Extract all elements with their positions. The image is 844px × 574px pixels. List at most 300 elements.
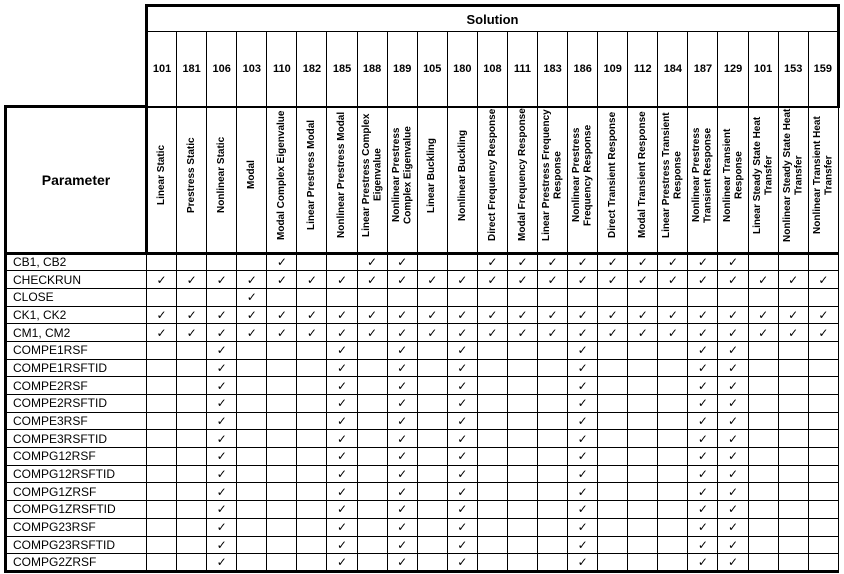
parameter-label: COMPG1ZRSFTID	[6, 501, 147, 519]
checkmark-cell: ✓	[718, 341, 748, 359]
checkmark-cell: ✓	[568, 395, 598, 413]
checkmark-cell: ✓	[237, 288, 267, 306]
table-row	[6, 306, 839, 324]
checkmark-cell: ✓	[207, 448, 237, 466]
checkmark-cell: ✓	[688, 518, 718, 536]
empty-cell	[237, 377, 267, 395]
solution-code-cell: 185	[327, 32, 357, 107]
empty-cell	[237, 395, 267, 413]
checkmark-cell: ✓	[447, 483, 477, 501]
checkmark-cell: ✓	[357, 306, 387, 324]
parameter-header: Parameter	[6, 107, 147, 254]
empty-cell	[628, 430, 658, 448]
checkmark-cell: ✓	[688, 377, 718, 395]
checkmark-cell: ✓	[628, 253, 658, 271]
checkmark-cell: ✓	[357, 271, 387, 289]
checkmark-cell: ✓	[327, 306, 357, 324]
empty-cell	[658, 341, 688, 359]
empty-cell	[808, 341, 838, 359]
empty-cell	[778, 412, 808, 430]
empty-cell	[237, 536, 267, 554]
solution-label-cell	[297, 107, 327, 254]
empty-cell	[177, 412, 207, 430]
empty-cell	[417, 341, 447, 359]
checkmark-cell: ✓	[417, 324, 447, 342]
checkmark-cell: ✓	[327, 554, 357, 572]
solution-label-text: Linear Static	[156, 144, 168, 205]
checkmark-cell: ✓	[568, 536, 598, 554]
checkmark-cell: ✓	[447, 448, 477, 466]
empty-cell	[748, 518, 778, 536]
empty-cell	[207, 253, 237, 271]
empty-cell	[477, 554, 507, 572]
empty-cell	[297, 501, 327, 519]
empty-cell	[177, 341, 207, 359]
checkmark-cell: ✓	[327, 324, 357, 342]
empty-cell	[778, 448, 808, 466]
empty-cell	[598, 448, 628, 466]
empty-cell	[267, 430, 297, 448]
empty-cell	[538, 359, 568, 377]
empty-cell	[628, 288, 658, 306]
empty-cell	[477, 341, 507, 359]
empty-cell	[778, 288, 808, 306]
checkmark-cell: ✓	[447, 536, 477, 554]
empty-cell	[538, 412, 568, 430]
checkmark-cell: ✓	[718, 536, 748, 554]
checkmark-cell: ✓	[748, 306, 778, 324]
empty-cell	[628, 412, 658, 430]
checkmark-cell: ✓	[207, 536, 237, 554]
empty-cell	[147, 288, 177, 306]
empty-cell	[147, 359, 177, 377]
solution-label-text: Modal Complex Eigenvalue	[276, 109, 288, 240]
checkmark-cell: ✓	[327, 483, 357, 501]
checkmark-cell: ✓	[658, 306, 688, 324]
solution-code-cell: 153	[778, 32, 808, 107]
solution-code-cell: 101	[147, 32, 177, 107]
checkmark-cell: ✓	[778, 271, 808, 289]
empty-cell	[177, 518, 207, 536]
checkmark-cell: ✓	[447, 518, 477, 536]
checkmark-cell: ✓	[357, 324, 387, 342]
empty-cell	[598, 518, 628, 536]
empty-cell	[748, 465, 778, 483]
checkmark-cell: ✓	[688, 465, 718, 483]
checkmark-cell: ✓	[207, 412, 237, 430]
empty-cell	[538, 448, 568, 466]
checkmark-cell: ✓	[568, 377, 598, 395]
empty-cell	[538, 501, 568, 519]
empty-cell	[598, 412, 628, 430]
checkmark-cell: ✓	[447, 359, 477, 377]
empty-cell	[477, 288, 507, 306]
empty-cell	[778, 377, 808, 395]
empty-cell	[507, 483, 537, 501]
checkmark-cell: ✓	[327, 448, 357, 466]
checkmark-cell: ✓	[598, 324, 628, 342]
solution-parameter-table	[4, 4, 840, 573]
empty-cell	[297, 341, 327, 359]
checkmark-cell: ✓	[387, 253, 417, 271]
checkmark-cell: ✓	[297, 271, 327, 289]
empty-cell	[628, 448, 658, 466]
parameter-label: COMPG1ZRSF	[6, 483, 147, 501]
checkmark-cell: ✓	[808, 271, 838, 289]
empty-cell	[477, 430, 507, 448]
checkmark-cell: ✓	[718, 448, 748, 466]
empty-cell	[477, 536, 507, 554]
checkmark-cell: ✓	[748, 271, 778, 289]
checkmark-cell: ✓	[447, 554, 477, 572]
empty-cell	[267, 501, 297, 519]
empty-cell	[147, 377, 177, 395]
checkmark-cell: ✓	[748, 324, 778, 342]
solution-label-text: Linear Buckling	[426, 137, 438, 213]
empty-cell	[748, 448, 778, 466]
empty-cell	[598, 501, 628, 519]
empty-cell	[207, 288, 237, 306]
empty-cell	[808, 518, 838, 536]
empty-cell	[507, 430, 537, 448]
table-row	[6, 483, 839, 501]
empty-cell	[147, 253, 177, 271]
empty-cell	[507, 554, 537, 572]
checkmark-cell: ✓	[808, 306, 838, 324]
checkmark-cell: ✓	[207, 483, 237, 501]
empty-cell	[147, 501, 177, 519]
empty-cell	[417, 395, 447, 413]
empty-cell	[417, 359, 447, 377]
table-row	[6, 377, 839, 395]
checkmark-cell: ✓	[327, 271, 357, 289]
empty-cell	[507, 359, 537, 377]
empty-cell	[538, 377, 568, 395]
parameter-label: COMPG23RSF	[6, 518, 147, 536]
empty-cell	[748, 536, 778, 554]
empty-cell	[237, 412, 267, 430]
empty-cell	[357, 501, 387, 519]
empty-cell	[658, 395, 688, 413]
solution-label-cell	[507, 107, 537, 254]
checkmark-cell: ✓	[718, 412, 748, 430]
solution-label-cell	[147, 107, 177, 254]
empty-cell	[748, 253, 778, 271]
checkmark-cell: ✓	[387, 554, 417, 572]
checkmark-cell: ✓	[327, 536, 357, 554]
solution-label-cell	[628, 107, 658, 254]
solution-code-cell: 183	[538, 32, 568, 107]
solution-label-text: Nonlinear Static	[215, 136, 227, 213]
solution-label-text: Linear Prestress Complex Eigenvalue	[360, 112, 384, 237]
empty-cell	[267, 341, 297, 359]
parameter-label: CB1, CB2	[6, 253, 147, 271]
empty-cell	[297, 518, 327, 536]
checkmark-cell: ✓	[628, 271, 658, 289]
parameter-label: CK1, CK2	[6, 306, 147, 324]
checkmark-cell: ✓	[477, 253, 507, 271]
solution-label-text: Nonlinear Steady State Heat Transfer	[781, 107, 805, 242]
empty-cell	[778, 395, 808, 413]
checkmark-cell: ✓	[718, 518, 748, 536]
checkmark-cell: ✓	[568, 483, 598, 501]
empty-cell	[778, 341, 808, 359]
checkmark-cell: ✓	[327, 359, 357, 377]
solution-code-cell: 101	[748, 32, 778, 107]
checkmark-cell: ✓	[718, 430, 748, 448]
empty-cell	[778, 430, 808, 448]
empty-cell	[808, 554, 838, 572]
empty-cell	[387, 288, 417, 306]
checkmark-cell: ✓	[568, 465, 598, 483]
parameter-label: COMPG23RSFTID	[6, 536, 147, 554]
empty-cell	[598, 341, 628, 359]
empty-cell	[477, 359, 507, 377]
checkmark-cell: ✓	[447, 377, 477, 395]
empty-cell	[357, 430, 387, 448]
empty-cell	[417, 465, 447, 483]
checkmark-cell: ✓	[688, 395, 718, 413]
empty-cell	[808, 536, 838, 554]
checkmark-cell: ✓	[688, 341, 718, 359]
solution-code-cell: 109	[598, 32, 628, 107]
checkmark-cell: ✓	[147, 271, 177, 289]
solution-label-cell	[598, 107, 628, 254]
table-row	[6, 288, 839, 306]
empty-cell	[628, 483, 658, 501]
checkmark-cell: ✓	[447, 395, 477, 413]
parameter-label: CLOSE	[6, 288, 147, 306]
empty-cell	[357, 377, 387, 395]
empty-cell	[417, 554, 447, 572]
checkmark-cell: ✓	[718, 271, 748, 289]
empty-cell	[628, 518, 658, 536]
solution-label-text: Nonlinear Transient Heat Transfer	[811, 115, 835, 234]
solution-label-cell	[447, 107, 477, 254]
checkmark-cell: ✓	[568, 412, 598, 430]
empty-cell	[748, 483, 778, 501]
checkmark-cell: ✓	[207, 306, 237, 324]
empty-cell	[177, 430, 207, 448]
empty-cell	[778, 465, 808, 483]
empty-cell	[267, 412, 297, 430]
empty-cell	[357, 536, 387, 554]
empty-cell	[297, 465, 327, 483]
checkmark-cell: ✓	[568, 324, 598, 342]
checkmark-cell: ✓	[628, 306, 658, 324]
empty-cell	[507, 395, 537, 413]
checkmark-cell: ✓	[718, 377, 748, 395]
solution-code-cell: 110	[267, 32, 297, 107]
empty-cell	[477, 483, 507, 501]
table-row	[6, 518, 839, 536]
empty-cell	[237, 359, 267, 377]
checkmark-cell: ✓	[267, 306, 297, 324]
empty-cell	[297, 430, 327, 448]
empty-cell	[538, 483, 568, 501]
table-row	[6, 536, 839, 554]
checkmark-cell: ✓	[207, 518, 237, 536]
empty-cell	[237, 448, 267, 466]
solution-label-cell	[718, 107, 748, 254]
empty-cell	[237, 253, 267, 271]
parameter-label: COMPG2ZRSF	[6, 554, 147, 572]
empty-cell	[598, 377, 628, 395]
empty-cell	[177, 395, 207, 413]
checkmark-cell: ✓	[718, 306, 748, 324]
empty-cell	[748, 359, 778, 377]
checkmark-cell: ✓	[207, 271, 237, 289]
solution-label-cell	[477, 107, 507, 254]
parameter-label: COMPE1RSFTID	[6, 359, 147, 377]
empty-cell	[628, 377, 658, 395]
empty-cell	[297, 448, 327, 466]
empty-cell	[267, 554, 297, 572]
empty-cell	[628, 536, 658, 554]
empty-cell	[477, 501, 507, 519]
empty-cell	[417, 412, 447, 430]
empty-cell	[748, 430, 778, 448]
empty-cell	[147, 430, 177, 448]
checkmark-cell: ✓	[688, 483, 718, 501]
parameter-label: CHECKRUN	[6, 271, 147, 289]
empty-cell	[477, 377, 507, 395]
empty-cell	[808, 483, 838, 501]
empty-cell	[417, 377, 447, 395]
checkmark-cell: ✓	[568, 518, 598, 536]
checkmark-cell: ✓	[718, 483, 748, 501]
table-row	[6, 271, 839, 289]
table-row	[6, 465, 839, 483]
empty-cell	[658, 377, 688, 395]
checkmark-cell: ✓	[207, 430, 237, 448]
empty-cell	[538, 395, 568, 413]
checkmark-cell: ✓	[507, 253, 537, 271]
table-row	[6, 501, 839, 519]
parameter-label: COMPE3RSFTID	[6, 430, 147, 448]
solution-label-cell	[327, 107, 357, 254]
empty-cell	[538, 536, 568, 554]
empty-cell	[237, 483, 267, 501]
solution-code-cell: 159	[808, 32, 838, 107]
checkmark-cell: ✓	[568, 253, 598, 271]
empty-cell	[507, 501, 537, 519]
checkmark-cell: ✓	[237, 306, 267, 324]
checkmark-cell: ✓	[507, 324, 537, 342]
empty-cell	[808, 501, 838, 519]
checkmark-cell: ✓	[297, 306, 327, 324]
empty-cell	[147, 518, 177, 536]
empty-cell	[658, 430, 688, 448]
empty-cell	[808, 465, 838, 483]
checkmark-cell: ✓	[718, 253, 748, 271]
checkmark-cell: ✓	[417, 306, 447, 324]
checkmark-cell: ✓	[387, 395, 417, 413]
checkmark-cell: ✓	[147, 324, 177, 342]
empty-cell	[628, 554, 658, 572]
parameter-label: COMPE2RSFTID	[6, 395, 147, 413]
checkmark-cell: ✓	[447, 430, 477, 448]
checkmark-cell: ✓	[808, 324, 838, 342]
checkmark-cell: ✓	[387, 306, 417, 324]
empty-cell	[507, 518, 537, 536]
solution-label-cell	[688, 107, 718, 254]
checkmark-cell: ✓	[568, 306, 598, 324]
checkmark-cell: ✓	[568, 501, 598, 519]
parameter-label: COMPG12RSFTID	[6, 465, 147, 483]
checkmark-cell: ✓	[267, 271, 297, 289]
empty-cell	[598, 430, 628, 448]
checkmark-cell: ✓	[447, 306, 477, 324]
empty-cell	[778, 253, 808, 271]
checkmark-cell: ✓	[447, 412, 477, 430]
parameter-label: COMPG12RSF	[6, 448, 147, 466]
empty-cell	[808, 253, 838, 271]
solution-code-cell: 108	[477, 32, 507, 107]
checkmark-cell: ✓	[538, 253, 568, 271]
empty-cell	[237, 341, 267, 359]
empty-cell	[447, 288, 477, 306]
empty-cell	[147, 412, 177, 430]
empty-cell	[327, 253, 357, 271]
empty-cell	[658, 518, 688, 536]
checkmark-cell: ✓	[387, 359, 417, 377]
empty-cell	[237, 518, 267, 536]
solution-code-cell: 105	[417, 32, 447, 107]
solution-code-cell: 182	[297, 32, 327, 107]
empty-cell	[507, 465, 537, 483]
empty-cell	[477, 448, 507, 466]
table-row	[6, 253, 839, 271]
empty-cell	[598, 395, 628, 413]
checkmark-cell: ✓	[778, 306, 808, 324]
empty-cell	[658, 465, 688, 483]
empty-cell	[477, 395, 507, 413]
empty-cell	[357, 518, 387, 536]
checkmark-cell: ✓	[568, 448, 598, 466]
checkmark-cell: ✓	[387, 377, 417, 395]
empty-cell	[628, 465, 658, 483]
checkmark-cell: ✓	[688, 253, 718, 271]
empty-cell	[417, 430, 447, 448]
checkmark-cell: ✓	[387, 448, 417, 466]
solution-label-cell	[237, 107, 267, 254]
checkmark-cell: ✓	[207, 341, 237, 359]
table-row	[6, 430, 839, 448]
empty-cell	[658, 554, 688, 572]
empty-cell	[177, 501, 207, 519]
empty-cell	[417, 288, 447, 306]
checkmark-cell: ✓	[177, 324, 207, 342]
empty-cell	[267, 518, 297, 536]
solution-label-cell	[778, 107, 808, 254]
empty-cell	[267, 377, 297, 395]
checkmark-cell: ✓	[718, 465, 748, 483]
empty-cell	[748, 554, 778, 572]
empty-cell	[477, 465, 507, 483]
checkmark-cell: ✓	[327, 377, 357, 395]
checkmark-cell: ✓	[538, 324, 568, 342]
checkmark-cell: ✓	[387, 483, 417, 501]
empty-cell	[147, 536, 177, 554]
solution-label-text: Linear Prestress Frequency Response	[541, 108, 564, 241]
empty-cell	[177, 359, 207, 377]
empty-cell	[357, 554, 387, 572]
empty-cell	[507, 288, 537, 306]
checkmark-cell: ✓	[327, 501, 357, 519]
checkmark-cell: ✓	[477, 271, 507, 289]
empty-cell	[778, 554, 808, 572]
